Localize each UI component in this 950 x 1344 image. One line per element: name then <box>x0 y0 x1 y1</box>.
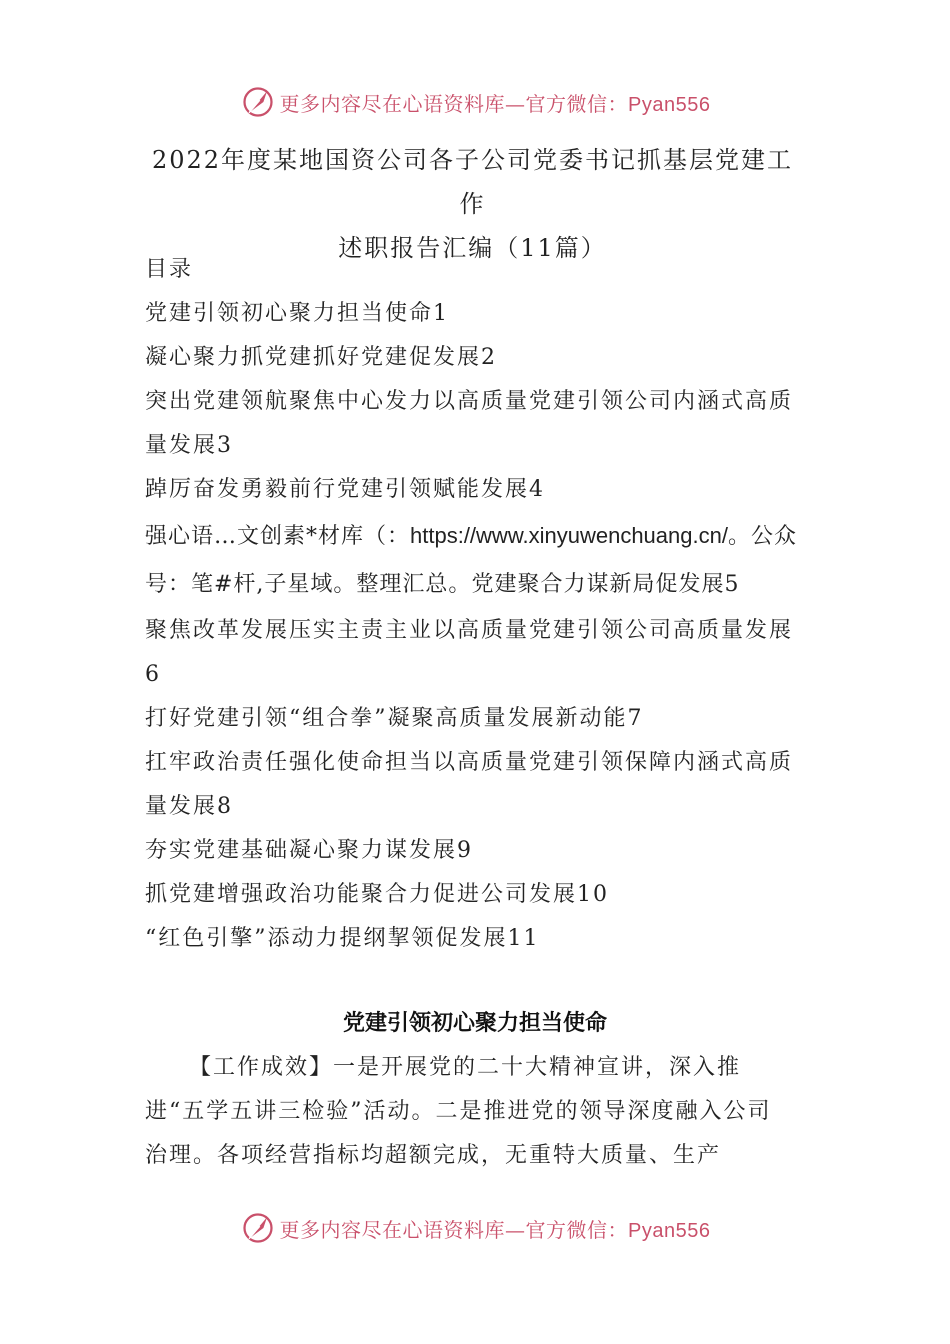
banner-text: 更多内容尽在心语资料库—官方微信：Pyan556 <box>279 1217 711 1242</box>
title-line-2: 述职报告汇编（11篇） <box>338 234 607 262</box>
footer-banner <box>0 1208 950 1248</box>
toc-item[interactable]: 党建聚合力谋新局促发展5 <box>471 572 740 597</box>
body-paragraph: 【工作成效】一是开展党的二十大精神宣讲，深入推进“五学五讲三检验”活动。二是推进党的领导深度融入公司治理。各项经营指标均超额完成，无重特大质量、生产 <box>145 1055 772 1168</box>
toc-item[interactable]: 聚焦改革发展压实主责主业以高质量党建引领公司高质量发展6 <box>145 618 794 687</box>
header-banner <box>0 82 950 122</box>
toc-item[interactable]: 凝心聚力抓党建抓好党建促发展2 <box>145 345 497 370</box>
toc-heading: 目录 <box>145 257 194 282</box>
toc-item[interactable]: 踔厉奋发勇毅前行党建引领赋能发展4 <box>145 477 545 502</box>
toc-item[interactable]: 抓党建增强政治功能聚合力促进公司发展10 <box>145 882 609 907</box>
quill-logo-icon <box>240 1210 276 1246</box>
toc-list-after <box>145 609 805 961</box>
toc-item[interactable]: 党建引领初心聚力担当使命1 <box>145 301 449 326</box>
toc-item[interactable]: “红色引擎”添动力提纲挈领促发展11 <box>145 926 540 951</box>
table-of-contents <box>145 248 805 961</box>
toc-item[interactable]: 扛牢政治责任强化使命担当以高质量党建引领保障内涵式高质量发展8 <box>145 750 794 819</box>
toc-item[interactable]: 夯实党建基础凝心聚力谋发展9 <box>145 838 473 863</box>
website-url[interactable]: https://www.xinyuwenchuang.cn/ <box>410 523 728 548</box>
toc-list-before <box>145 292 805 512</box>
toc-watermark-note: 强心语…文创素*材库（：https://www.xinyuwenchuang.cn/。公众号：笔#杆,子星域。整理汇总。党建聚合力谋新局促发展5 <box>145 523 797 597</box>
quill-logo-icon <box>240 84 276 120</box>
toc-item[interactable]: 突出党建领航聚焦中心发力以高质量党建引领公司内涵式高质量发展3 <box>145 389 794 458</box>
banner-text: 更多内容尽在心语资料库—官方微信：Pyan556 <box>279 91 711 116</box>
section-title: 党建引领初心聚力担当使命 <box>342 1011 607 1036</box>
title-line-1: 2022年度某地国资公司各子公司党委书记抓基层党建工作 <box>151 146 794 218</box>
toc-item[interactable]: 打好党建引领“组合拳”凝聚高质量发展新动能7 <box>145 706 644 731</box>
